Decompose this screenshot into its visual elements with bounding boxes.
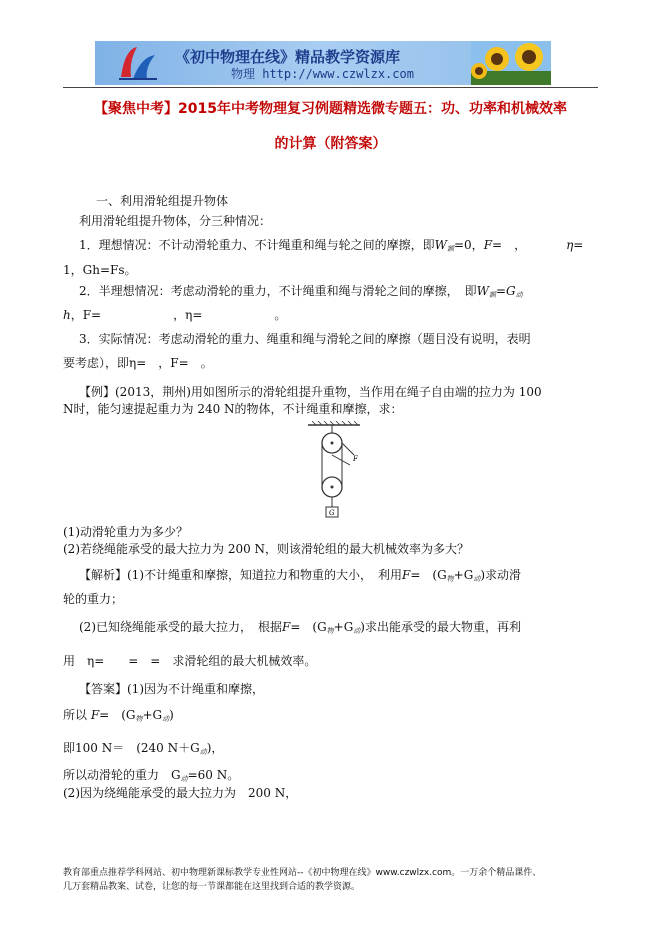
force-label: F — [353, 455, 358, 463]
page-footer — [63, 866, 623, 894]
footer-line2: 几万套精品教案、试卷，让您的每一节课都能在这里找到合适的教学资源。 — [63, 882, 361, 892]
site-logo — [115, 43, 159, 83]
answer-line5: (2)因为绕绳能承受的最大拉力为 200 N， — [63, 786, 298, 800]
document-title-line2: 的计算（附答案） — [274, 136, 387, 152]
document-title-line1: 【聚焦中考】2015年中考物理复习例题精选微专题五：功、功率和机械效率 — [94, 101, 567, 117]
case1-line2: 1，Gh=Fs。 — [63, 263, 137, 277]
weight-label: G — [329, 509, 335, 517]
answer-line1: 【答案】(1)因为不计绳重和摩擦， — [79, 682, 264, 696]
analysis-line4: 用 η= = = 求滑轮组的最大机械效率。 — [63, 654, 317, 668]
sunflower-image — [471, 41, 551, 85]
case2-line1: 2．半理想情况：考虑动滑轮的重力，不计绳重和绳与滑轮之间的摩擦， 即W额=G动 — [79, 284, 523, 299]
case2-line2: h，F= ，η= 。 — [63, 308, 287, 322]
case3-line1: 3．实际情况：考虑动滑轮的重力、绳重和绳与滑轮之间的摩擦（题目没有说明，表明 — [79, 332, 531, 346]
banner-url[interactable]: 物理 http://www.czwlzx.com — [231, 67, 414, 81]
footer-line1: 教育部重点推荐学科网站、初中物理新课标教学专业性网站--《初中物理在线》www.czwlzx.com。一万余个精品课件、 — [63, 868, 542, 878]
banner-title: 《初中物理在线》精品教学资源库 — [175, 48, 401, 66]
example-line2: N时，能匀速提起重力为 240 N的物体，不计绳重和摩擦，求： — [63, 402, 403, 416]
answer-line3: 即100 N＝ (240 N＋G动)， — [63, 741, 224, 756]
section-intro: 利用滑轮组提升物体，分三种情况： — [79, 214, 272, 228]
analysis-line1: 【解析】(1)不计绳重和摩擦，知道拉力和物重的大小， 利用F= (G物+G动)求动滑 — [79, 568, 521, 583]
pulley-diagram — [306, 421, 362, 519]
answer-line2: 所以 F= (G物+G动) — [63, 708, 174, 723]
analysis-line3: (2)已知绕绳能承受的最大拉力， 根据F= (G物+G动)求出能承受的最大物重，再利 — [79, 620, 521, 635]
example-line1: 【例】(2013，荆州)用如图所示的滑轮组提升重物，当作用在绳子自由端的拉力为 100 — [79, 385, 542, 399]
section-heading: 一、利用滑轮组提升物体 — [96, 194, 229, 208]
answer-line4: 所以动滑轮的重力 G动=60 N。 — [63, 768, 240, 783]
question-1: (1)动滑轮重力为多少？ — [63, 525, 188, 539]
question-2: (2)若绕绳能承受的最大拉力为 200 N，则该滑轮组的最大机械效率为多大？ — [63, 542, 470, 556]
analysis-line2: 轮的重力； — [63, 592, 124, 606]
header-banner — [95, 41, 551, 85]
case1-line1: 1．理想情况：不计动滑轮重力、不计绳重和绳与轮之间的摩擦，即W额=0，F= ， η= — [79, 238, 584, 253]
header-divider — [63, 87, 598, 88]
case3-line2: 要考虑），即η= ，F= 。 — [63, 356, 213, 370]
